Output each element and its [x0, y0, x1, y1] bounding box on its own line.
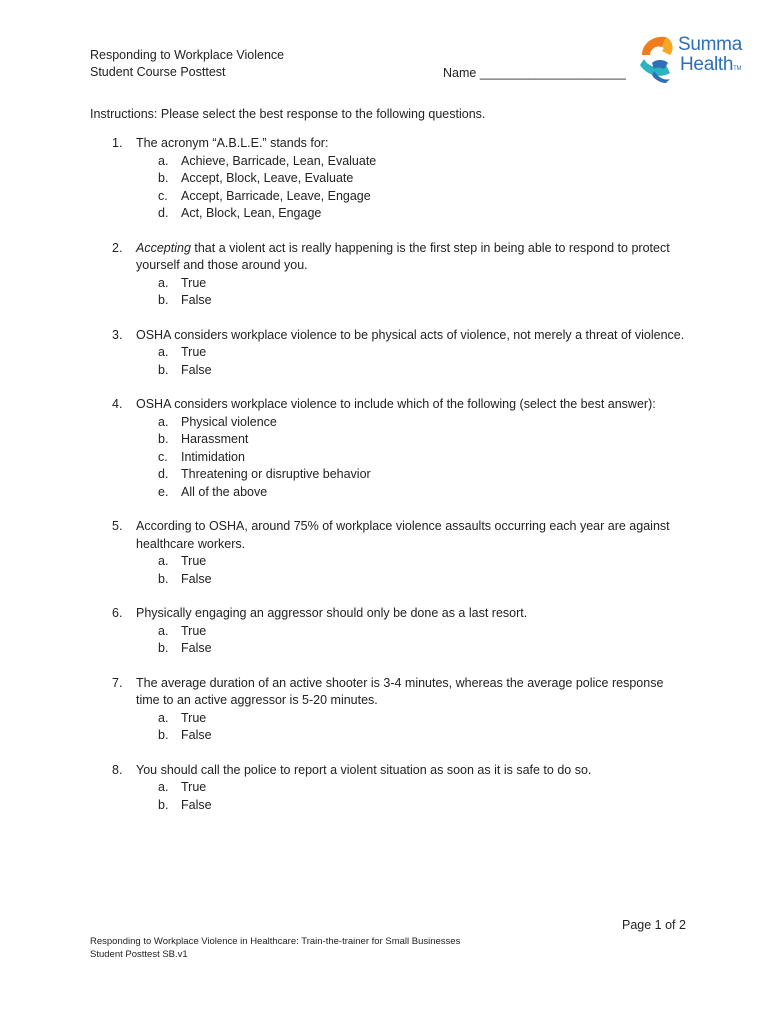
option-letter: a. — [158, 554, 169, 568]
option-text: False — [181, 293, 212, 307]
option-b[interactable] — [158, 640, 690, 658]
question-3 — [90, 327, 690, 380]
option-letter: a. — [158, 623, 169, 638]
option-list — [90, 414, 690, 502]
logo-tm: TM — [733, 66, 742, 72]
option-text: False — [181, 797, 212, 812]
question-number: 5. — [112, 519, 123, 533]
option-text: True — [181, 710, 207, 725]
option-letter: b. — [158, 432, 169, 446]
option-a[interactable] — [158, 623, 690, 641]
question-number: 6. — [112, 606, 123, 620]
course-subtitle: Student Course Posttest — [90, 65, 226, 79]
option-letter: b. — [158, 571, 169, 586]
summa-health-logo — [636, 33, 746, 83]
option-b[interactable] — [158, 431, 690, 449]
option-a[interactable] — [158, 553, 690, 571]
option-letter: a. — [158, 345, 169, 359]
option-a[interactable] — [158, 710, 690, 728]
option-text: False — [181, 728, 212, 742]
option-b[interactable] — [158, 797, 690, 815]
option-letter: b. — [158, 797, 169, 812]
option-b[interactable] — [158, 170, 690, 188]
option-letter: b. — [158, 171, 169, 185]
question-5 — [90, 518, 690, 588]
logo-wordmark — [678, 35, 742, 79]
option-text: Harassment — [181, 432, 249, 446]
option-letter: b. — [158, 728, 169, 742]
option-a[interactable] — [158, 414, 690, 432]
option-list — [90, 779, 690, 814]
question-number: 8. — [112, 762, 123, 777]
question-text — [136, 240, 690, 275]
option-a[interactable] — [158, 153, 690, 171]
question-text: OSHA considers workplace violence to include which of the following (select the best answer): — [136, 397, 656, 411]
option-b[interactable] — [158, 727, 690, 745]
option-letter: d. — [158, 206, 169, 220]
question-list — [90, 135, 690, 831]
footer-line-1: Responding to Workplace Violence in Healthcare: Train-the-trainer for Small Businesses — [90, 936, 461, 947]
option-list — [90, 553, 690, 588]
option-list — [90, 623, 690, 658]
option-letter: a. — [158, 414, 169, 429]
option-b[interactable] — [158, 571, 690, 589]
option-text: Accept, Block, Leave, Evaluate — [181, 171, 354, 185]
header-left — [90, 47, 284, 81]
option-text: Intimidation — [181, 449, 245, 464]
option-text: True — [181, 554, 207, 568]
option-text: True — [181, 780, 207, 794]
option-text: Act, Block, Lean, Engage — [181, 206, 322, 220]
option-b[interactable] — [158, 362, 690, 380]
option-c[interactable] — [158, 449, 690, 467]
question-6 — [90, 605, 690, 658]
option-text: Threatening or disruptive behavior — [181, 467, 371, 481]
option-text: Accept, Barricade, Leave, Engage — [181, 188, 371, 203]
option-a[interactable] — [158, 275, 690, 293]
option-list — [90, 344, 690, 379]
page-number: Page 1 of 2 — [622, 918, 686, 932]
question-4 — [90, 396, 690, 501]
option-letter: a. — [158, 780, 169, 794]
option-text: True — [181, 275, 207, 290]
question-number: 4. — [112, 397, 123, 411]
question-number: 7. — [112, 675, 123, 690]
name-field-label: Name _____________________ — [443, 66, 626, 80]
option-letter: e. — [158, 484, 169, 499]
footer — [90, 935, 460, 961]
question-text: The average duration of an active shooter is 3-4 minutes, whereas the average police response time to an active aggressor is 5-20 minutes. — [136, 675, 664, 707]
option-letter: c. — [158, 449, 168, 464]
option-letter: b. — [158, 362, 169, 377]
option-text: Achieve, Barricade, Lean, Evaluate — [181, 153, 377, 168]
option-a[interactable] — [158, 779, 690, 797]
option-c[interactable] — [158, 188, 690, 206]
option-letter: a. — [158, 710, 169, 725]
question-number: 2. — [112, 240, 123, 255]
question-text: The acronym “A.B.L.E.” stands for: — [136, 136, 329, 150]
option-letter: a. — [158, 275, 169, 290]
option-d[interactable] — [158, 466, 690, 484]
option-text: False — [181, 571, 212, 586]
instructions: Instructions: Please select the best response to the following questions. — [90, 107, 486, 121]
option-text: False — [181, 362, 212, 377]
question-number: 1. — [112, 136, 123, 150]
question-text: You should call the police to report a violent situation as soon as it is safe to do so. — [136, 762, 592, 777]
question-text: According to OSHA, around 75% of workplace violence assaults occurring each year are against healthcare workers. — [136, 519, 670, 551]
option-text: False — [181, 641, 212, 655]
option-letter: a. — [158, 153, 169, 168]
question-number: 3. — [112, 327, 123, 342]
option-d[interactable] — [158, 205, 690, 223]
option-text: Physical violence — [181, 414, 277, 429]
option-list — [90, 710, 690, 745]
question-text: Physically engaging an aggressor should only be done as a last resort. — [136, 606, 528, 620]
option-text: True — [181, 345, 207, 359]
logo-text-summa: Summa — [678, 34, 742, 55]
question-text: OSHA considers workplace violence to be physical acts of violence, not merely a threat of violence. — [136, 327, 685, 342]
question-text-rest: that a violent act is really happening is the first step in being able to respond to protect yourself and those around you. — [136, 240, 670, 272]
option-text: All of the above — [181, 484, 268, 499]
option-letter: c. — [158, 188, 168, 203]
option-a[interactable] — [158, 344, 690, 362]
question-1 — [90, 135, 690, 223]
option-letter: d. — [158, 467, 169, 481]
logo-text-health: Health — [680, 54, 734, 75]
question-emphasis: Accepting — [136, 240, 191, 255]
question-2 — [90, 240, 690, 310]
option-text: True — [181, 623, 207, 638]
option-letter: b. — [158, 641, 169, 655]
question-8 — [90, 762, 690, 815]
option-e[interactable] — [158, 484, 690, 502]
logo-mark-icon — [636, 33, 676, 83]
footer-line-2: Student Posttest SB.v1 — [90, 949, 188, 960]
question-7 — [90, 675, 690, 745]
option-list — [90, 275, 690, 310]
logo-line-health — [678, 55, 742, 79]
option-list — [90, 153, 690, 223]
option-b[interactable] — [158, 292, 690, 310]
option-letter: b. — [158, 293, 169, 307]
course-title: Responding to Workplace Violence — [90, 48, 285, 62]
